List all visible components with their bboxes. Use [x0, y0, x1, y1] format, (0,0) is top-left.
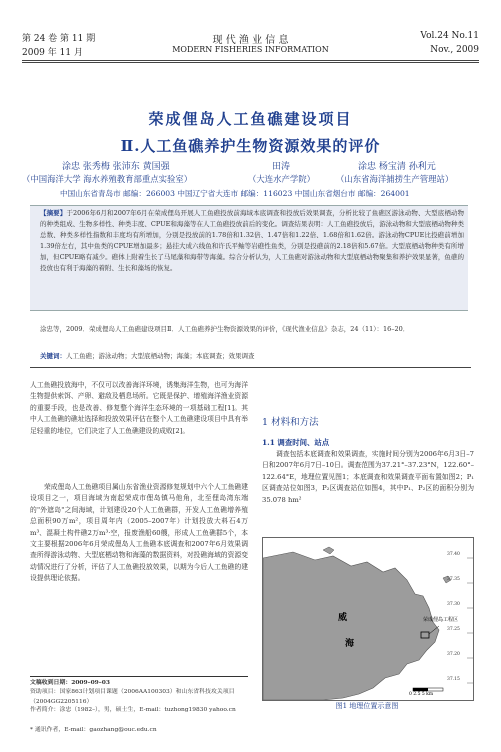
volume-label: Vol.24 No.11: [420, 31, 479, 41]
footnote-received: 文稿收到日期：2009–09–03: [30, 679, 110, 686]
map-legend: 荣成俚岛工程区: [423, 617, 459, 623]
postal-line: 中国山东省青岛市 邮编：266003 中国辽宁省大连市 邮编：116023 中国山东省烟台市 邮编：264001: [60, 189, 410, 198]
intro-paragraph-2: 荣成俚岛人工鱼礁项目属山东省渔业资源修复规划中六个人工鱼礁建设项目之一，项目海域为南起荣成市俚岛镇马他角，北至俚岛湾东端的"外遮岛"之间海域，计划建设20个人工鱼礁群，开发人工鱼礁增养殖总面积90万m²，项目周年内（2005–2007年）计划投放大料石4万m³、混凝土构件礁2万m³·空，报废渔船60艘，形成人工鱼礁群5个，本文主要根据2006年6月荣成俚岛人工鱼礁本底调查和2007年6月效果调查所得游泳动物、大型底栖动物和海藻的数据资料，对投礁海域的资源变动情况进行了分析，评估了人工鱼礁投放效果，以期为今后人工鱼礁的建设提供理论依据。: [30, 483, 248, 583]
lat-tick-3: 37.30: [447, 602, 460, 607]
intro-paragraph-1: 人工鱼礁投放海中，不仅可以改善海洋环境，诱集海洋生物，也可为海洋生物提供索饵、产卵、避敌及栖息场所。它既是保护、增殖海洋渔业资源的重要手段，也是改善、修复整个海洋生态环境的一项基础工程[1]。其中人工鱼礁的礁址选择和投放效果评估在整个人工鱼礁建设项目中具有举足轻重的地位，它们决定了人工鱼礁建设的成败[2]。: [30, 381, 248, 435]
article-subtitle: Ⅱ.人工鱼礁养护生物资源效果的评价: [120, 137, 381, 155]
lat-tick-6: 37.15: [447, 677, 460, 682]
lat-tick-2: 37.35: [447, 577, 460, 582]
citation: 涂忠等，2009．荣成俚岛人工鱼礁建设项目Ⅱ．人工鱼礁养护生物资源效果的评价，《现代渔业信息》杂志，24（11）：16–20．: [40, 325, 410, 333]
author-group-2: 田涛: [272, 162, 291, 172]
author-group-1: 涂忠 张秀梅 张沛东 黄国强: [62, 162, 170, 172]
footnote-fund: 资助项目：国家863计划项目课题（2006AA100303）和山东省科技攻关项目（2004GG2205116）: [30, 689, 235, 705]
article-title: 荣成俚岛人工鱼礁建设项目: [148, 110, 353, 128]
issue-label: 第 24 卷 第 11 期: [22, 34, 96, 44]
land-label-2: 海: [345, 639, 355, 649]
lat-tick-1: 37.40: [447, 552, 460, 557]
author-group-3: 涂忠 杨宝清 孙利元: [358, 162, 436, 172]
abstract-label: 【摘要】: [40, 209, 67, 217]
journal-title-cn: 现 代 渔 业 信 息: [212, 35, 289, 46]
header-rule: [22, 60, 479, 61]
footnote-corresp: * 通讯作者，E-mail：gaozhang@ouc.edu.cn: [30, 727, 157, 733]
date-en: Nov., 2009: [430, 45, 479, 55]
lat-tick-4: 37.25: [447, 627, 460, 632]
keywords: [40, 351, 464, 360]
footnote-rule: [30, 676, 248, 677]
affiliation-3: （山东省海洋捕捞生产管理站）: [336, 174, 454, 184]
journal-title-en: MODERN FISHERIES INFORMATION: [172, 45, 329, 54]
lat-tick-5: 37.20: [447, 652, 460, 657]
affiliation-1: （中国海洋大学 海水养殖教育部重点实验室）: [22, 174, 193, 184]
affiliation-2: （大连水产学院）: [248, 174, 315, 184]
keywords-label: 关键词：: [40, 352, 66, 360]
date-cn: 2009 年 11 月: [22, 48, 83, 58]
header-rule-2: [22, 62, 479, 63]
land-label-1: 威: [338, 613, 348, 623]
footnote-author: 作者简介：涂忠（1982–），男，硕士生，E-mail：tuzhong19830 yahoo.cn: [30, 707, 236, 713]
methods-paragraph: 调查包括本底调查和效果调查，实施时间分别为2006年6月3日–7日和2007年6月7日–10日。调查范围为37.21°–37.23°N，122.60°–122.64°E，地理位置见图1；本底调查和效果调查平面布置如图2；P₁区调查站位如图3，P₂区调查站位如图4，其中P₁、P₂区的面积分别为35.078 hm²: [262, 450, 474, 504]
figure-caption: 图1 地理位置示意图: [335, 702, 399, 710]
section-heading: 1 材料和方法: [262, 417, 319, 428]
scale-label: 0 2.5 5 km: [409, 692, 434, 697]
location-map: [262, 537, 474, 701]
keywords-text: 人工鱼礁；游泳动物；大型底栖动物；海藻；本底调查；效果调查: [66, 352, 255, 360]
abstract-text: 于2006年6月和2007年6月在荣成俚岛开展人工鱼礁投放前海域本底调查和投放后效果调查，分析比较了鱼礁区游泳动物、大型底栖动物的种类组成、生物多样性、种类丰度、CPUE和海藻等在人工鱼礁投放前后的变化。调查结果表明：人工鱼礁投放后，游泳动物和大型底栖动物种类总数、种类多样性指数和丰度均有所增加，分别是投放前的1.78倍和1.32倍、1.47倍和1.22倍、1.68倍和1.62倍。游泳动物CPUE比投礁前增加1.39倍左右，其中鱼类的CPUE增加最多；悬挂大成六线鱼和许氏平鲉等岩礁性鱼类，分别是投礁前的2.18倍和5.67倍。大型底栖动物种类有所增加，但CPUE略有减少。礁体上附着生长了马尾藻和海带等海藻。综合分析认为，人工鱼礁对游泳动物和大型底栖动物聚集和养护效果显著，鱼礁的投放也有利于海藻的着附、生长和藻场的恢复。: [40, 209, 465, 272]
subsection-heading: 1.1 调查时间、站点: [262, 438, 330, 447]
abstract: [40, 208, 464, 273]
abstract-rule: [30, 367, 471, 368]
